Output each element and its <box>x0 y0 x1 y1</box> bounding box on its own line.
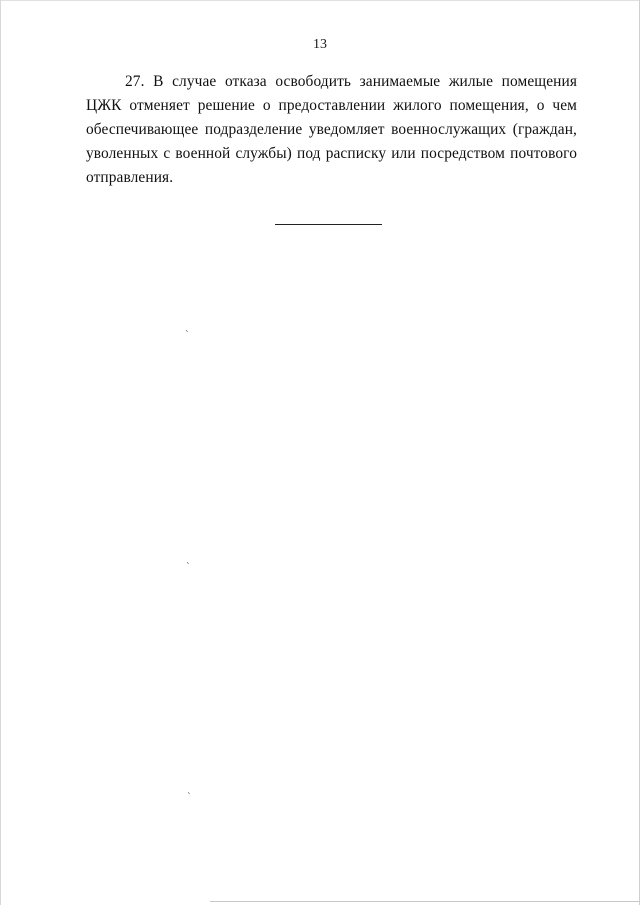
paragraph-27: 27. В случае отказа освободить занимаемые жилые помещения ЦЖК отменяет решение о предоставлении жилого помещения, о чем обеспечивающее подразделение уведомляет военнослужащих (граждан, уволенных с военной службы) под расписку или посредством почтового отправления. <box>86 73 577 186</box>
scan-speck: ˎ <box>185 323 190 333</box>
scan-speck: ˎ <box>187 785 192 795</box>
end-of-text-rule <box>275 224 382 225</box>
scan-speck: ˎ <box>186 555 191 565</box>
scan-bottom-edge <box>210 901 640 902</box>
page-number: 13 <box>313 37 327 52</box>
